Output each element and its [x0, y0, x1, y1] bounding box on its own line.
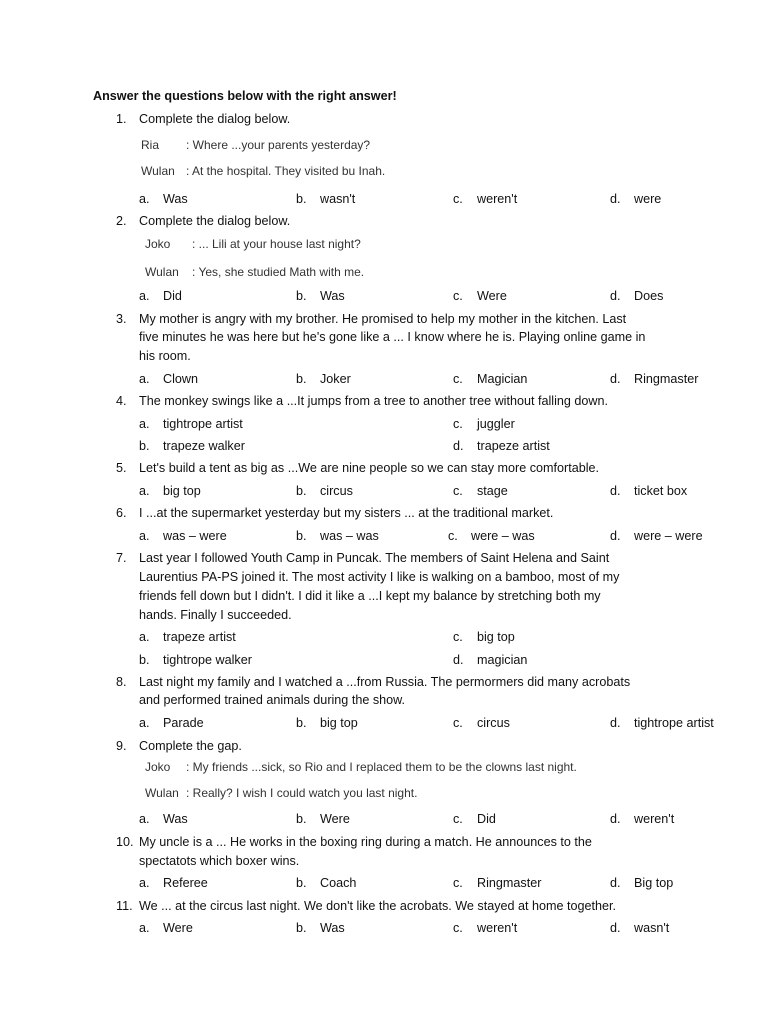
option-text: weren't	[477, 921, 518, 935]
dialog-line: : My friends ...sick, so Rio and I replaced them to be the clowns last night.	[186, 760, 577, 774]
option-letter: d.	[453, 439, 464, 453]
question-number: 9.	[116, 739, 127, 753]
dialog-line: : Where ...your parents yesterday?	[186, 138, 371, 152]
option-text: Magician	[477, 372, 528, 386]
option-letter: d.	[610, 876, 621, 890]
option-letter: b.	[296, 192, 307, 206]
option-letter: d.	[610, 529, 621, 543]
option-letter: b.	[296, 529, 307, 543]
option-text: trapeze artist	[163, 630, 236, 644]
question-text: We ... at the circus last night. We don't like the acrobats. We stayed at home together.	[139, 899, 617, 913]
option-text: big top	[477, 630, 515, 644]
option-letter: a.	[139, 289, 150, 303]
option-text: Parade	[163, 716, 204, 730]
option-letter: d.	[453, 653, 464, 667]
option-letter: a.	[139, 630, 150, 644]
option-letter: d.	[610, 289, 621, 303]
option-text: Did	[477, 812, 496, 826]
option-letter: a.	[139, 876, 150, 890]
option-text: Ringmaster	[634, 372, 699, 386]
question-number: 11.	[116, 899, 133, 913]
question-text: Complete the dialog below.	[139, 214, 291, 228]
instructions-heading: Answer the questions below with the right answer!	[93, 89, 397, 103]
option-letter: d.	[610, 484, 621, 498]
question-number: 4.	[116, 394, 127, 408]
option-letter: c.	[453, 876, 463, 890]
option-letter: b.	[139, 439, 150, 453]
option-text: Does	[634, 289, 664, 303]
option-text: Was	[320, 289, 345, 303]
dialog-speaker: Wulan	[141, 164, 175, 178]
option-letter: a.	[139, 812, 150, 826]
option-letter: a.	[139, 529, 150, 543]
question-text: five minutes he was here but he's gone like a ... I know where he is. Playing online game in	[139, 330, 646, 344]
option-text: Was	[320, 921, 345, 935]
question-text: Last year I followed Youth Camp in Puncak. The members of Saint Helena and Saint	[139, 551, 610, 565]
dialog-speaker: Ria	[141, 138, 160, 152]
option-letter: d.	[610, 812, 621, 826]
option-letter: d.	[610, 716, 621, 730]
option-text: big top	[163, 484, 201, 498]
option-text: magician	[477, 653, 528, 667]
option-letter: d.	[610, 192, 621, 206]
option-letter: a.	[139, 716, 150, 730]
dialog-line: : Yes, she studied Math with me.	[192, 265, 365, 279]
option-text: Big top	[634, 876, 674, 890]
option-letter: c.	[453, 192, 463, 206]
option-text: weren't	[477, 192, 518, 206]
option-letter: b.	[296, 289, 307, 303]
option-letter: b.	[139, 653, 150, 667]
question-number: 5.	[116, 461, 127, 475]
question-text: My mother is angry with my brother. He promised to help my mother in the kitchen. Last	[139, 312, 627, 326]
question-number: 3.	[116, 312, 127, 326]
option-text: were – were	[634, 529, 703, 543]
option-text: Coach	[320, 876, 357, 890]
option-letter: b.	[296, 921, 307, 935]
question-text: My uncle is a ... He works in the boxing ring during a match. He announces to the	[139, 835, 592, 849]
question-text: hands. Finally I succeeded.	[139, 608, 292, 622]
question-text: his room.	[139, 349, 191, 363]
question-text: Complete the gap.	[139, 739, 242, 753]
option-text: weren't	[634, 812, 675, 826]
option-text: were – was	[471, 529, 535, 543]
dialog-line: : ... Lili at your house last night?	[192, 237, 361, 251]
option-text: Was	[163, 192, 188, 206]
question-text: The monkey swings like a ...It jumps from a tree to another tree without falling down.	[139, 394, 608, 408]
option-text: was – were	[163, 529, 227, 543]
option-letter: a.	[139, 417, 150, 431]
option-letter: c.	[448, 529, 458, 543]
option-letter: c.	[453, 921, 463, 935]
question-number: 8.	[116, 675, 127, 689]
dialog-line: : Really? I wish I could watch you last night.	[186, 786, 418, 800]
option-letter: b.	[296, 812, 307, 826]
option-letter: d.	[610, 921, 621, 935]
option-letter: c.	[453, 484, 463, 498]
dialog-line: : At the hospital. They visited bu Inah.	[186, 164, 386, 178]
option-text: Joker	[320, 372, 351, 386]
option-text: Were	[320, 812, 350, 826]
option-text: Did	[163, 289, 182, 303]
option-letter: b.	[296, 876, 307, 890]
option-letter: d.	[610, 372, 621, 386]
question-text: and performed trained animals during the show.	[139, 693, 406, 707]
option-text: stage	[477, 484, 508, 498]
option-letter: c.	[453, 812, 463, 826]
question-text: friends fell down but I didn't. I did it like a ...I kept my balance by stretching both my	[139, 589, 601, 603]
option-text: tightrope walker	[163, 653, 252, 667]
option-letter: b.	[296, 716, 307, 730]
question-number: 6.	[116, 506, 127, 520]
option-text: Were	[163, 921, 193, 935]
question-text: spectatots which boxer wins.	[139, 854, 300, 868]
option-letter: a.	[139, 372, 150, 386]
question-number: 7.	[116, 551, 127, 565]
question-text: I ...at the supermarket yesterday but my sisters ... at the traditional market.	[139, 506, 554, 520]
option-text: Was	[163, 812, 188, 826]
dialog-speaker: Wulan	[145, 265, 179, 279]
option-text: juggler	[477, 417, 515, 431]
option-letter: b.	[296, 372, 307, 386]
option-letter: c.	[453, 630, 463, 644]
option-text: circus	[320, 484, 353, 498]
question-number: 2.	[116, 214, 127, 228]
option-letter: a.	[139, 192, 150, 206]
question-number: 10.	[116, 835, 134, 849]
option-text: Clown	[163, 372, 198, 386]
option-text: tightrope artist	[634, 716, 714, 730]
question-text: Complete the dialog below.	[139, 112, 291, 126]
option-letter: c.	[453, 289, 463, 303]
dialog-speaker: Wulan	[145, 786, 179, 800]
option-text: was – was	[320, 529, 379, 543]
option-letter: c.	[453, 716, 463, 730]
option-text: wasn't	[634, 921, 670, 935]
option-text: ticket box	[634, 484, 688, 498]
dialog-speaker: Joko	[145, 237, 171, 251]
option-text: Referee	[163, 876, 208, 890]
option-text: tightrope artist	[163, 417, 243, 431]
option-text: trapeze walker	[163, 439, 245, 453]
question-text: Last night my family and I watched a ...from Russia. The permormers did many acrobats	[139, 675, 631, 689]
option-text: were	[634, 192, 662, 206]
option-text: Ringmaster	[477, 876, 542, 890]
option-text: circus	[477, 716, 510, 730]
option-text: big top	[320, 716, 358, 730]
question-text: Let's build a tent as big as ...We are nine people so we can stay more comfortable.	[139, 461, 599, 475]
option-letter: a.	[139, 484, 150, 498]
option-letter: c.	[453, 372, 463, 386]
question-text: Laurentius PA-PS joined it. The most activity I like is walking on a bamboo, most of my	[139, 570, 620, 584]
option-letter: c.	[453, 417, 463, 431]
option-letter: b.	[296, 484, 307, 498]
question-number: 1.	[116, 112, 127, 126]
option-text: Were	[477, 289, 507, 303]
dialog-speaker: Joko	[145, 760, 171, 774]
option-letter: a.	[139, 921, 150, 935]
option-text: trapeze artist	[477, 439, 550, 453]
option-text: wasn't	[320, 192, 356, 206]
